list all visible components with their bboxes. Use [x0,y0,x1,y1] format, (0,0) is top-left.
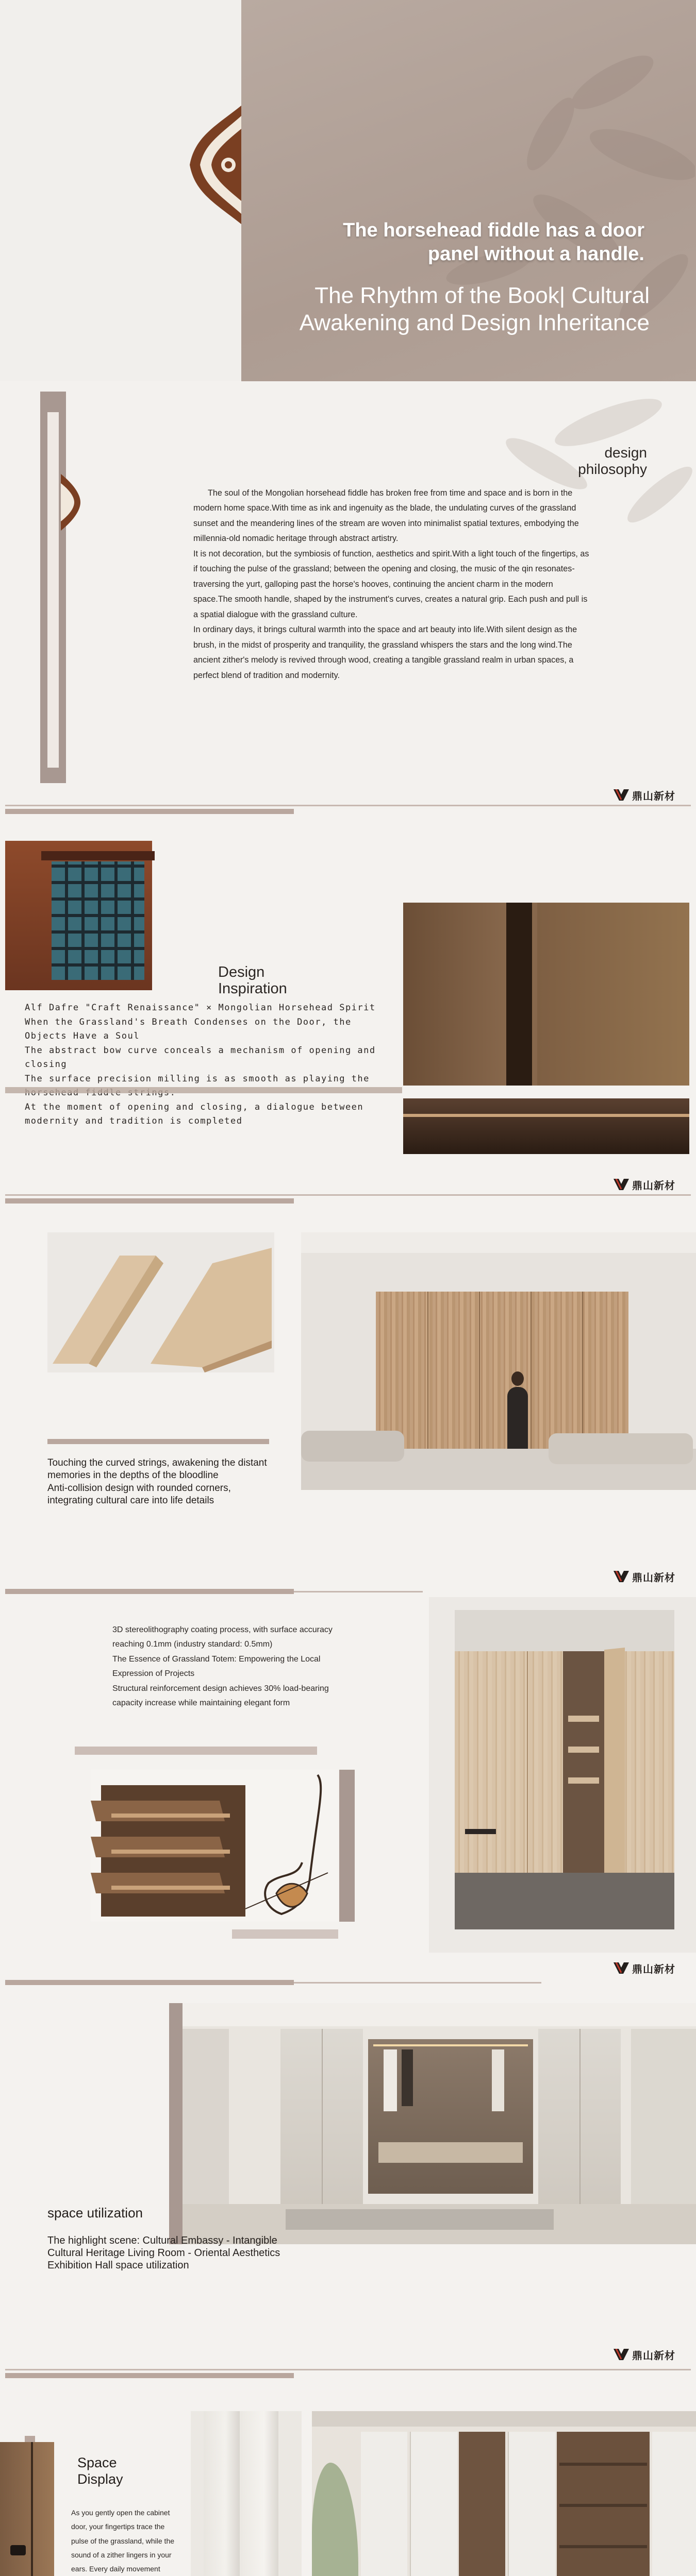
wood-door-photo [403,903,689,1086]
section-divider [5,1589,294,1594]
display-heading: Space Display [77,2455,123,2487]
section-divider-thin [5,805,691,806]
section-divider [5,1980,294,1985]
display-body: As you gently open the cabinet door, your fingertips trace the pulse of the grassland, while the sound of a zither lingers in your ears. Every daily movement [71,2509,175,2573]
inspiration-line: When the Grassland's Breath Condenses on the Door, the Objects Have a Soul [25,1016,352,1042]
detail-captions [47,1457,274,1507]
section-divider-thin [5,2369,691,2370]
craft-line: 3D stereolithography coating process, with surface accuracy reaching 0.1mm (industry standard: 0.5mm) [112,1625,333,1649]
section-divider [5,1198,294,1204]
section-divider-thin [5,1194,691,1196]
space-heading: space utilization [47,2205,143,2221]
inspiration-text [25,1001,386,1129]
inspiration-section [0,819,696,1190]
walk-in-closet-photo [183,2003,696,2244]
craft-line: Structural reinforcement design achieves 30% load-bearing capacity increase while maintaining elegant form [112,1684,329,1708]
hero-section [0,0,696,381]
small-ornament-icon [61,474,81,531]
brand-logo-text: 鼎山新材 [632,1572,675,1584]
brand-logo [614,2347,686,2362]
craft-line: The Essence of Grassland Totem: Empowering the Local Expression of Projects [112,1654,321,1679]
inspiration-line: The surface precision milling is as smooth as playing the [25,1073,370,1084]
section-divider [5,2373,294,2378]
brand-logo-icon [614,1179,629,1190]
wood-profile-photo [47,1232,274,1372]
accent-block [75,1747,317,1755]
craft-section [0,1597,696,1978]
hero-subtitle: The Rhythm of the Book| Cultural Awakening and Design Inheritance [299,283,650,335]
brand-logo [614,1177,686,1192]
brand-logo-icon [614,1571,629,1582]
brand-logo [614,787,686,803]
philosophy-body: The soul of the Mongolian horsehead fiddle has broken free from time and space and is born in the modern home space.With time as ink and ingenuity as the blade, the undulating curves of the grassland sunset and the meandering lines of the stream are woven into minimalist spatial textures, embodying the millennia-old nomadic heritage through abstract artistry. It is not decoration, but the symbiosis of function, aesthetics and spirit.With a light touch of the fingertips, as if touching the pulse of the grassland; between the opening and closing, the music of the qin resonates-traversing the yurt, galloping past the horse's hooves, continuing the ancient charm in the modern space.The smooth handle, shaped by the instrument's curves, creates a natural grip. Each push and pull is a spatial dialogue with the grassland culture. In ordinary days, it brings cultural warmth into the space and art beauty into life.With silent design as the brush, in the midst of prosperity and tranquility, the grassland whispers the stars and the long wind.The ancient zither's melody is revived through wood, creating a tangible grassland realm in urban spaces, a perfect blend of tradition and modernity. [193,488,589,680]
section-divider-thin [294,1591,423,1592]
door-handle-photo [0,2442,54,2576]
craft-text [112,1623,339,1711]
hero-title: The horsehead fiddle has a door panel without a handle. [343,219,644,265]
accent-bar-vertical [339,1770,355,1922]
display-section [0,2385,696,2576]
bookcase-photo [312,2411,696,2576]
accent-block [232,1929,338,1939]
inspiration-line: Alf Dafre "Craft Renaissance" × Mongolian Horsehead Spirit [25,1003,376,1013]
brand-logo-text: 鼎山新材 [632,2350,675,2362]
drawer-fiddle-illustration [91,1770,338,1922]
section-divider [5,809,294,814]
accent-bar [5,1087,402,1093]
drawer-photo [91,1770,338,1922]
brand-logo-text: 鼎山新材 [632,790,675,802]
white-door-photo [191,2411,302,2576]
inspiration-line: At the moment of opening and closing, a dialogue between modernity and tradition is completed [25,1101,364,1127]
brand-logo [614,1569,686,1584]
brand-logo-icon [614,2349,629,2360]
wood-profile-illustration [47,1232,274,1372]
inspiration-line: The abstract bow curve conceals a mechanism of opening and closing [25,1045,376,1070]
vertical-bar-inner [47,412,59,768]
inspiration-heading: Design Inspiration [218,964,287,997]
detail-section [0,1211,696,1582]
detail-caption: Anti-collision design with rounded corners, integrating cultural care into life details [47,1482,231,1506]
living-room-photo [301,1232,696,1490]
detail-caption: Touching the curved strings, awakening the distant memories in the depths of the bloodline [47,1458,267,1481]
mongolian-ornament-icon [185,106,246,224]
philosophy-heading: design philosophy [578,445,647,478]
space-section [0,1994,696,2365]
wood-detail-photo [403,1098,689,1154]
brand-logo-icon [614,1962,629,1974]
accent-bar [47,1439,269,1444]
heritage-photo [5,841,152,990]
wardrobe-photo [429,1597,696,1953]
brand-logo-icon [614,789,629,801]
brand-logo-text: 鼎山新材 [632,1963,675,1975]
philosophy-section [0,381,696,809]
brand-logo [614,1960,686,1976]
section-divider-thin [294,1982,541,1984]
space-body: The highlight scene: Cultural Embassy - Intangible Cultural Heritage Living Room - Oriental Aesthetics Exhibition Hall space utilization [47,2235,280,2271]
brand-logo-text: 鼎山新材 [632,1180,675,1192]
